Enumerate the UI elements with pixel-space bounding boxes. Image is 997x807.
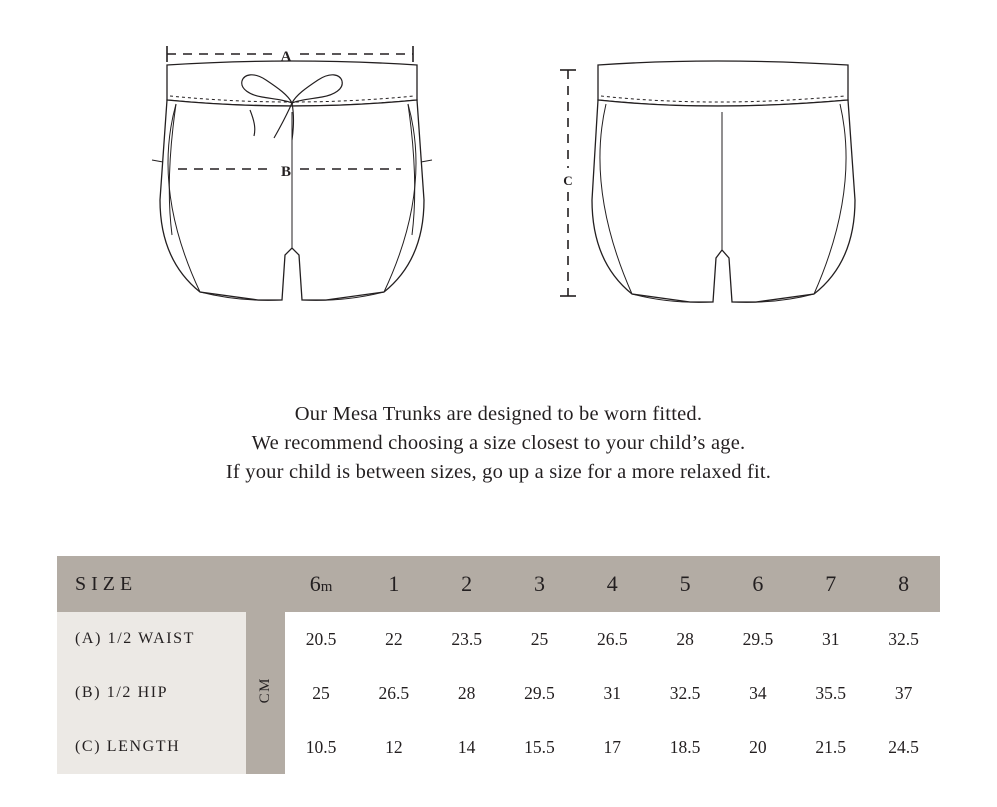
length-2: 14 (430, 720, 503, 774)
size-header-cell: SIZE (75, 572, 138, 595)
back-view-illustration (592, 61, 855, 302)
row-label-length: (C) LENGTH (57, 720, 246, 774)
waist-7: 31 (794, 612, 867, 666)
description-line-3: If your child is between sizes, go up a size for a more relaxed fit. (225, 461, 772, 483)
table-row (57, 666, 940, 720)
length-5: 18.5 (649, 720, 722, 774)
size-column-1: 1 (388, 571, 400, 596)
label-a: A (280, 49, 292, 65)
garment-diagram (0, 0, 997, 380)
hip-1: 26.5 (357, 666, 430, 720)
size-column-2: 2 (461, 571, 473, 596)
row-label-hip: (B) 1/2 HIP (57, 666, 246, 720)
size-column-6m (285, 556, 358, 612)
waist-6m: 20.5 (285, 612, 358, 666)
hip-2: 28 (430, 666, 503, 720)
front-view-illustration (152, 61, 432, 300)
size-column-7: 7 (825, 571, 837, 596)
hip-5: 32.5 (649, 666, 722, 720)
table-header-row (57, 556, 940, 612)
table-row (57, 720, 940, 774)
description-line-1: Our Mesa Trunks are designed to be worn fitted. (294, 403, 703, 425)
table-row (57, 612, 940, 666)
size-column-8: 8 (898, 571, 910, 596)
size-column-4: 4 (606, 571, 618, 596)
unit-cell-cm (246, 612, 284, 774)
waist-4: 26.5 (576, 612, 649, 666)
waist-6: 29.5 (722, 612, 795, 666)
description-line-2: We recommend choosing a size closest to your child’s age. (251, 432, 746, 454)
waist-3: 25 (503, 612, 576, 666)
waist-8: 32.5 (867, 612, 940, 666)
length-8: 24.5 (867, 720, 940, 774)
size-column-5: 5 (679, 571, 691, 596)
length-6: 20 (722, 720, 795, 774)
length-1: 12 (357, 720, 430, 774)
hip-3: 29.5 (503, 666, 576, 720)
unit-header-cell (246, 556, 284, 612)
hip-7: 35.5 (794, 666, 867, 720)
size-chart-table (57, 556, 940, 774)
unit-label: CM (256, 677, 273, 704)
hip-6m: 25 (285, 666, 358, 720)
size-6m-main: 6 (309, 571, 321, 596)
length-3: 15.5 (503, 720, 576, 774)
hip-4: 31 (576, 666, 649, 720)
fit-description (0, 400, 997, 487)
length-6m: 10.5 (285, 720, 358, 774)
row-label-waist: (A) 1/2 WAIST (57, 612, 246, 666)
length-4: 17 (576, 720, 649, 774)
waist-2: 23.5 (430, 612, 503, 666)
hip-6: 34 (722, 666, 795, 720)
waist-1: 22 (357, 612, 430, 666)
label-b: B (280, 164, 292, 180)
size-6m-sub: m (320, 579, 333, 595)
label-c: C (563, 173, 573, 188)
length-7: 21.5 (794, 720, 867, 774)
waist-5: 28 (649, 612, 722, 666)
size-column-3: 3 (533, 571, 545, 596)
size-column-6: 6 (752, 571, 764, 596)
hip-8: 37 (867, 666, 940, 720)
